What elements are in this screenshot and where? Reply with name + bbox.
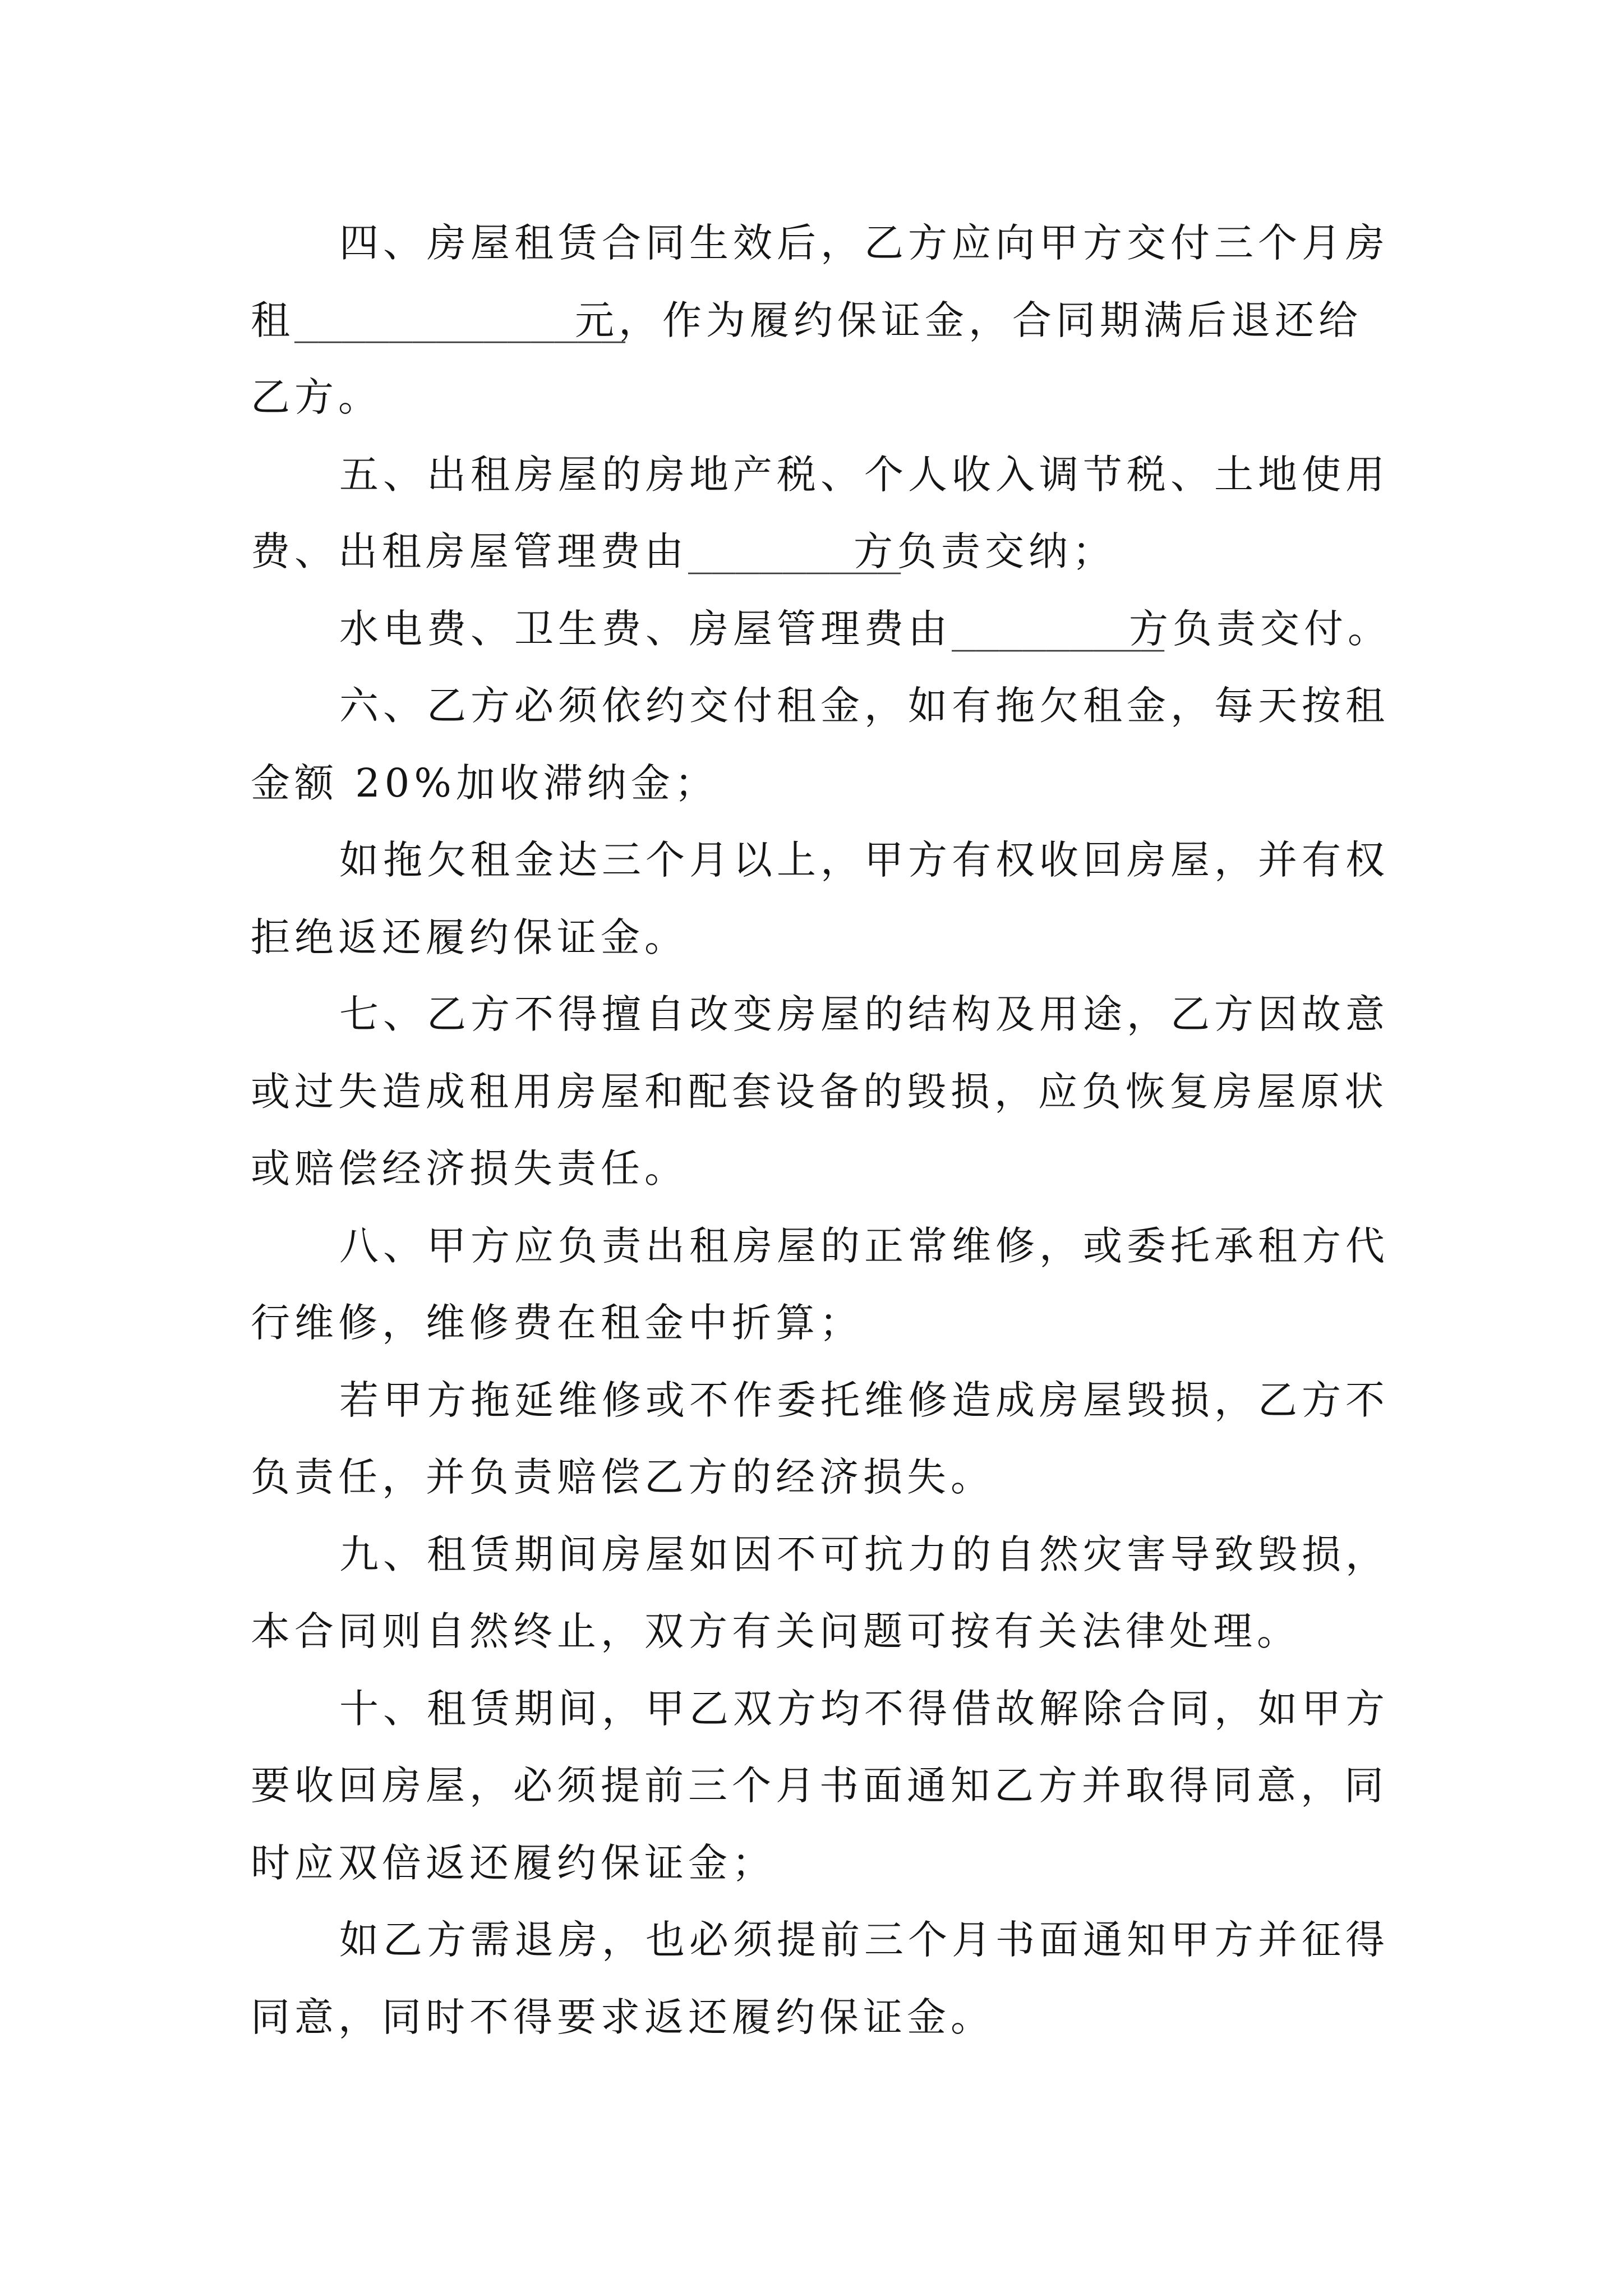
text-line: 十、租赁期间，甲乙双方均不得借故解除合同，如甲方 [339,1685,1389,1732]
fill-in-blank: ______________ [294,297,626,343]
text-line: 如乙方需退房，也必须提前三个月书面通知甲方并征得 [339,1917,1389,1963]
clause-paragraph [251,976,1406,1208]
text-line: 要收回房屋，必须提前三个月书面通知乙方并取得同意，同 [251,1763,1388,1809]
clause-paragraph [251,1516,1406,1671]
text-segment: 水电费、卫生费、房屋管理费由 [339,605,952,652]
text-line [251,282,1406,360]
clause-paragraph [251,822,1406,976]
fill-in-blank: _________ [952,605,1165,652]
text-line: 如拖欠租金达三个月以上，甲方有权收回房屋，并有权 [339,837,1389,883]
text-segment: 元，作为履约保证金，合同期满后退还给 [575,297,1362,343]
text-line: 本合同则自然终止，双方有关问题可按有关法律处理。 [251,1608,1301,1654]
text-line: 金额 20%加收滞纳金； [251,760,718,806]
clause-paragraph [251,1362,1406,1516]
text-line: 四、房屋租赁合同生效后，乙方应向甲方交付三个月房 [339,220,1389,266]
text-line: 负责任，并负责赔偿乙方的经济损失。 [251,1454,994,1500]
text-line: 八、甲方应负责出租房屋的正常维修，或委托承租方代 [339,1222,1389,1269]
clause-paragraph [251,1208,1406,1362]
text-line: 七、乙方不得擅自改变房屋的结构及用途，乙方因故意 [339,991,1389,1037]
text-line: 九、租赁期间房屋如因不可抗力的自然灾害导致毁损， [339,1531,1389,1577]
text-line: 拒绝返还履约保证金。 [251,914,688,960]
text-line: 时应双倍返还履约保证金； [251,1839,776,1886]
text-line: 或赔偿经济损失责任。 [251,1145,688,1191]
text-line: 五、出租房屋的房地产税、个人收入调节税、土地使用 [339,451,1389,498]
fill-in-blank: _________ [688,528,901,574]
clause-paragraph [251,1671,1406,1902]
contract-body [251,205,1406,2056]
text-line: 若甲方拖延维修或不作委托维修造成房屋毁损，乙方不 [339,1377,1389,1423]
text-line: 同意，同时不得要求返还履约保证金。 [251,1994,994,2040]
text-segment: 方负责交付。 [1129,605,1391,652]
text-segment: 租 [251,297,294,343]
clause-paragraph [251,1902,1406,2056]
text-line: 乙方。 [251,374,382,420]
text-segment: 费、出租房屋管理费由 [251,528,688,574]
text-line: 六、乙方必须依约交付租金，如有拖欠租金，每天按租 [339,683,1389,729]
clause-paragraph [251,591,1406,668]
text-line [251,591,1406,668]
clause-paragraph [251,668,1406,822]
text-line: 行维修，维修费在租金中折算； [251,1300,863,1346]
text-line [251,513,1406,591]
clause-paragraph [251,205,1406,436]
text-segment: 方负责交纳； [854,528,1116,574]
clause-paragraph [251,436,1406,591]
text-line: 或过失造成租用房屋和配套设备的毁损，应负恢复房屋原状 [251,1068,1388,1115]
